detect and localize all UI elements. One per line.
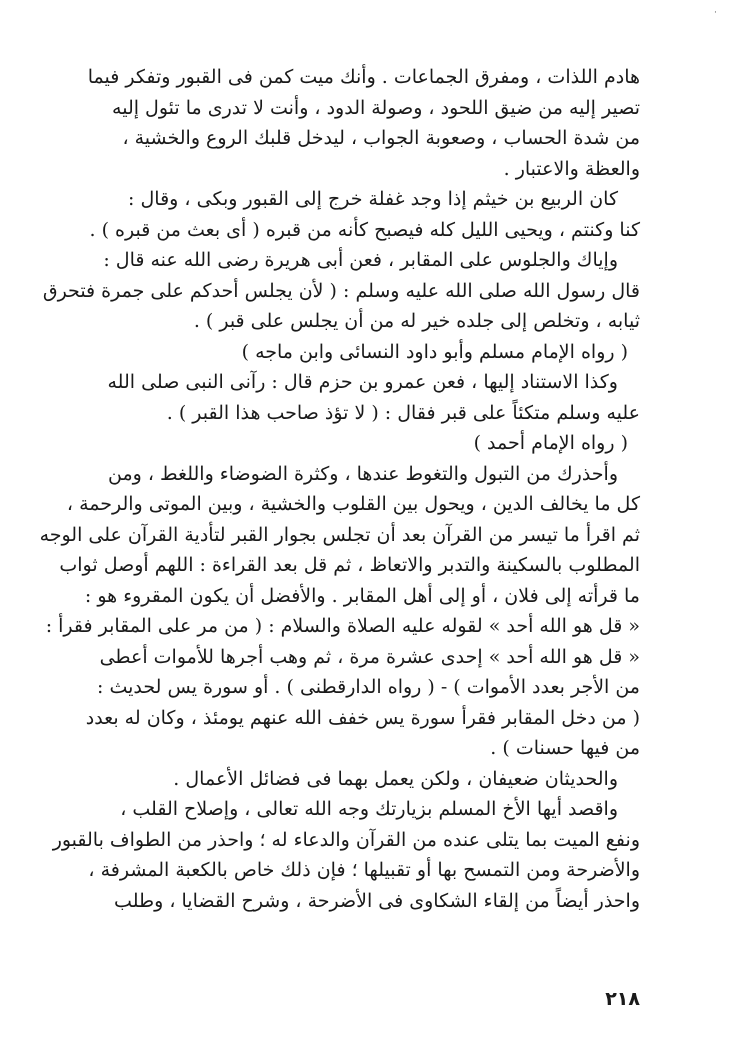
text-line: كنا وكنتم ، ويحيى الليل كله فيصبح كأنه من قبره ( أى بعث من قبره ) . [89, 218, 640, 241]
text-line: والعظة والاعتبار . [503, 157, 640, 180]
text-line: واحذر أيضاً من إلقاء الشكاوى فى الأضرحة ، وشرح القضايا ، وطلب [114, 889, 640, 912]
text-line: من شدة الحساب ، وصعوبة الجواب ، ليدخل قلبك الروع والخشية ، [122, 127, 640, 149]
text-line: قال رسول الله صلى الله عليه وسلم : ( لأن يجلس أحدكم على جمرة فتحرق [42, 279, 640, 302]
body-text [39, 62, 640, 916]
text-line: « قل هو الله أحد » إحدى عشرة مرة ، ثم وهب أجرها للأموات أعطى [99, 645, 640, 668]
text-line: المطلوب بالسكينة والتدبر والاتعاظ ، ثم قل بعد القراءة : اللهم أوصل ثواب [59, 554, 640, 576]
text-line: ما قرأته إلى فلان ، أو إلى أهل المقابر . والأفضل أن يكون المقروء هو : [84, 584, 640, 607]
text-line: هادم اللذات ، ومفرق الجماعات . وأنك ميت كمن فى القبور وتفكر فيما [87, 66, 640, 88]
text-line: ( من دخل المقابر فقرأ سورة يس خفف الله عنهم يومئذ ، وكان له بعدد [85, 706, 640, 729]
text-line: ثيابه ، وتخلص إلى جلده خير له من أن يجلس على قبر ) . [193, 310, 640, 332]
text-line: كان الربيع بن خيثم إذا وجد غفلة خرج إلى القبور وبكى ، وقال : [128, 188, 618, 210]
text-line: ( رواه الإمام مسلم وأبو داود النسائى وابن ماجه ) [241, 340, 628, 363]
text-line: عليه وسلم متكئاً على قبر فقال : ( لا تؤذ صاحب هذا القبر ) . [166, 401, 640, 424]
page-number: ٢١٨ [605, 988, 640, 1010]
text-line: والأضرحة ومن التمسح بها أو تقبيلها ؛ فإن ذلك خاص بالكعبة المشرفة ، [88, 859, 640, 881]
text-line: من الأجر بعدد الأموات ) - ( رواه الدارقطنى ) . أو سورة يس لحديث : [97, 676, 640, 698]
corner-mark: · [714, 8, 717, 18]
text-line: ( رواه الإمام أحمد ) [473, 432, 628, 454]
text-line: واقصد أيها الأخ المسلم بزيارتك وجه الله تعالى ، وإصلاح القلب ، [120, 798, 618, 820]
text-line: من فيها حسنات ) . [490, 737, 640, 759]
text-line: والحديثان ضعيفان ، ولكن يعمل بهما فى فضائل الأعمال . [173, 767, 618, 790]
text-line: ثم اقرأ ما تيسر من القرآن بعد أن تجلس بجوار القبر لتأدية القرآن على الوجه [39, 523, 640, 546]
text-line: وإياك والجلوس على المقابر ، فعن أبى هريرة رضى الله عنه قال : [103, 249, 618, 271]
text-line: ونفع الميت بما يتلى عنده من القرآن والدعاء له ؛ واحذر من الطواف بالقبور [52, 828, 640, 851]
text-line: كل ما يخالف الدين ، ويحول بين القلوب والخشية ، وبين الموتى والرحمة ، [66, 493, 640, 515]
text-line: تصير إليه من ضيق اللحود ، وصولة الدود ، وأنت لا تدرى ما تئول إليه [112, 96, 640, 119]
text-line: « قل هو الله أحد » لقوله عليه الصلاة والسلام : ( من مر على المقابر فقرأ : [45, 615, 640, 637]
text-line: وكذا الاستناد إليها ، فعن عمرو بن حزم قال : رآنى النبى صلى الله [107, 371, 618, 393]
text-line: وأحذرك من التبول والتغوط عندها ، وكثرة الضوضاء واللغط ، ومن [107, 462, 618, 485]
